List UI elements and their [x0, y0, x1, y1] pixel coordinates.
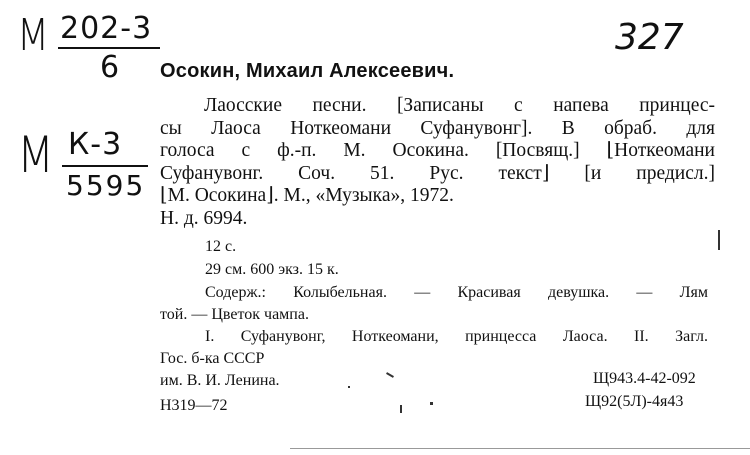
ink-speck — [718, 230, 720, 250]
size-print: 29 см. 600 экз. 15 к. — [205, 261, 339, 278]
contents-line: той. — Цветок чампа. — [160, 306, 309, 323]
ink-speck — [400, 405, 402, 413]
ink-speck — [348, 386, 350, 388]
library-line: Гос. б-ка СССР — [160, 350, 265, 367]
shelf-fraction-line-bottom — [62, 165, 148, 167]
shelf-denominator-bottom: 5595 — [66, 169, 146, 202]
card-bottom-edge — [290, 448, 750, 449]
pages: 12 с. — [205, 238, 237, 255]
shelf-numerator-bottom: К-3 — [68, 127, 123, 162]
shelf-prefix-top: М — [16, 10, 50, 61]
title-description — [160, 95, 715, 230]
ink-speck — [430, 402, 433, 405]
description-line: Лаосские песни. [Записаны с напева принцес- — [204, 95, 715, 116]
author-heading: Осокин, Михаил Алексеевич. — [160, 60, 455, 82]
description-line: сы Лаоса Ноткеомани Суфанувонг]. В обраб. для — [160, 117, 715, 139]
shelf-prefix-bottom: М — [17, 126, 54, 184]
shelf-denominator-top: 6 — [100, 50, 120, 85]
code-right-1: Щ943.4-42-092 — [593, 370, 696, 387]
description-line: Н. д. 6994. — [160, 207, 248, 229]
contents-line: Содерж.: Колыбельная. — Красивая девушка. — Лям — [205, 284, 708, 301]
library-line: им. В. И. Ленина. — [160, 372, 280, 389]
description-line: голоса с ф.-п. М. Осокина. [Посвящ.] ⌊Ноткеомани — [160, 140, 715, 161]
contents — [160, 282, 708, 326]
shelf-fraction-line-top — [58, 47, 160, 49]
description-line: ⌊М. Осокина⌋. М., «Музыка», 1972. — [160, 185, 454, 206]
code-left: Н319—72 — [160, 397, 228, 414]
code-right-2: Щ92(5Л)-4я43 — [585, 393, 684, 410]
shelf-numerator-top: 202-3 — [60, 11, 153, 46]
description-line: Суфанувонг. Соч. 51. Рус. текст⌋ [и предисл.] — [160, 162, 715, 184]
subject-line: I. Суфанувонг, Ноткеомани, принцесса Лаоса. II. Загл. — [205, 328, 708, 345]
corner-number: 327 — [615, 17, 684, 58]
